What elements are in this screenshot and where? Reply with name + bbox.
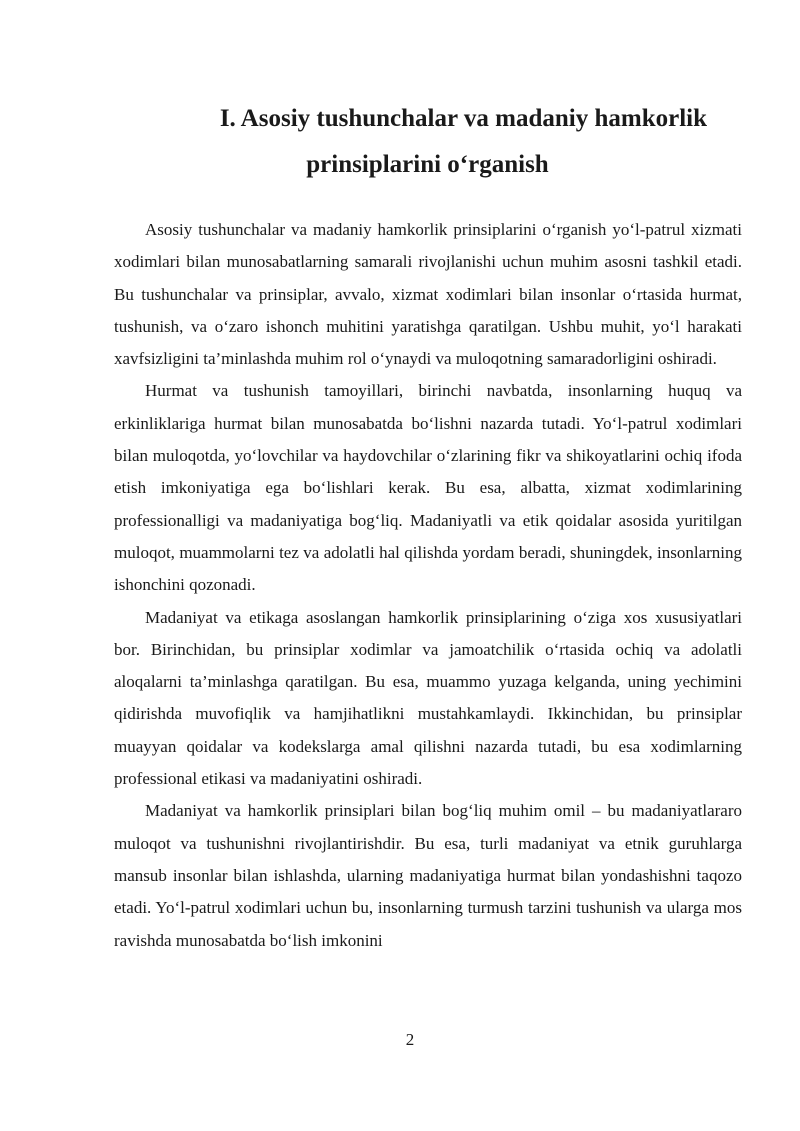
paragraph-3: Madaniyat va etikaga asoslangan hamkorlik prinsiplarining o‘ziga xos xususiyatlari bor. Birinchidan, bu prinsiplar xodimlar va jamoatchilik o‘rtasida ochiq va adolatli aloqalarni ta’minlashga qaratilgan. Bu esa, muammo yuzaga kelganda, uning yechimini qidirishda muvofiqlik va hamjihatlikni mustahkamlaydi. Ikkinchidan, bu prinsiplar muayyan qoidalar va kodekslarga amal qilishni nazarda tutadi, bu esa xodimlarning professional etikasi va madaniyatini oshiradi.	[114, 607, 742, 789]
paragraph-4: Madaniyat va hamkorlik prinsiplari bilan bog‘liq muhim omil – bu madaniyatlararo muloqot va tushunishni rivojlantirishdir. Bu esa, turli madaniyat va etnik guruhlarga mansub insonlar bilan ishlashda, ularning madaniyatiga hurmat bilan yondashishni taqozo etadi. Yo‘l-patrul xodimlari uchun bu, insonlarning turmush tarzini tushunish va ularga mos ravishda munosabatda bo‘lish imkonini	[114, 801, 742, 950]
section-heading-line-1: I. Asosiy tushunchalar va madaniy hamkorlik	[219, 105, 707, 132]
body-text	[114, 214, 742, 957]
paragraph-1: Asosiy tushunchalar va madaniy hamkorlik prinsiplarini o‘rganish yo‘l-patrul xizmati xodimlari bilan munosabatlarning samarali rivojlanishi uchun muhim asosni tashkil etadi. Bu tushunchalar va prinsiplar, avvalo, xizmat xodimlari bilan insonlar o‘rtasida hurmat, tushunish, va o‘zaro ishonch muhitini yaratishga qaratilgan. Ushbu muhit, yo‘l harakati xavfsizligini ta’minlashda muhim rol o‘ynaydi va muloqotning samaradorligini oshiradi.	[114, 220, 742, 369]
section-heading-line-2: prinsiplarini o‘rganish	[306, 151, 549, 178]
paragraph-2: Hurmat va tushunish tamoyillari, birinchi navbatda, insonlarning huquq va erkinliklariga hurmat bilan munosabatda bo‘lishni nazarda tutadi. Yo‘l-patrul xodimlari bilan muloqotda, yo‘lovchilar va haydovchilar o‘zlarining fikr va shikoyatlarini ochiq ifoda etish imkoniyatiga ega bo‘lishlari kerak. Bu esa, albatta, xizmat xodimlarining professionalligi va madaniyatiga bog‘liq. Madaniyatli va etik qoidalar asosida yuritilgan muloqot, muammolarni tez va adolatli hal qilishda yordam beradi, shuningdek, insonlarning ishonchini qozonadi.	[114, 381, 742, 595]
page-number: 2	[405, 1030, 415, 1049]
section-heading	[100, 96, 755, 188]
